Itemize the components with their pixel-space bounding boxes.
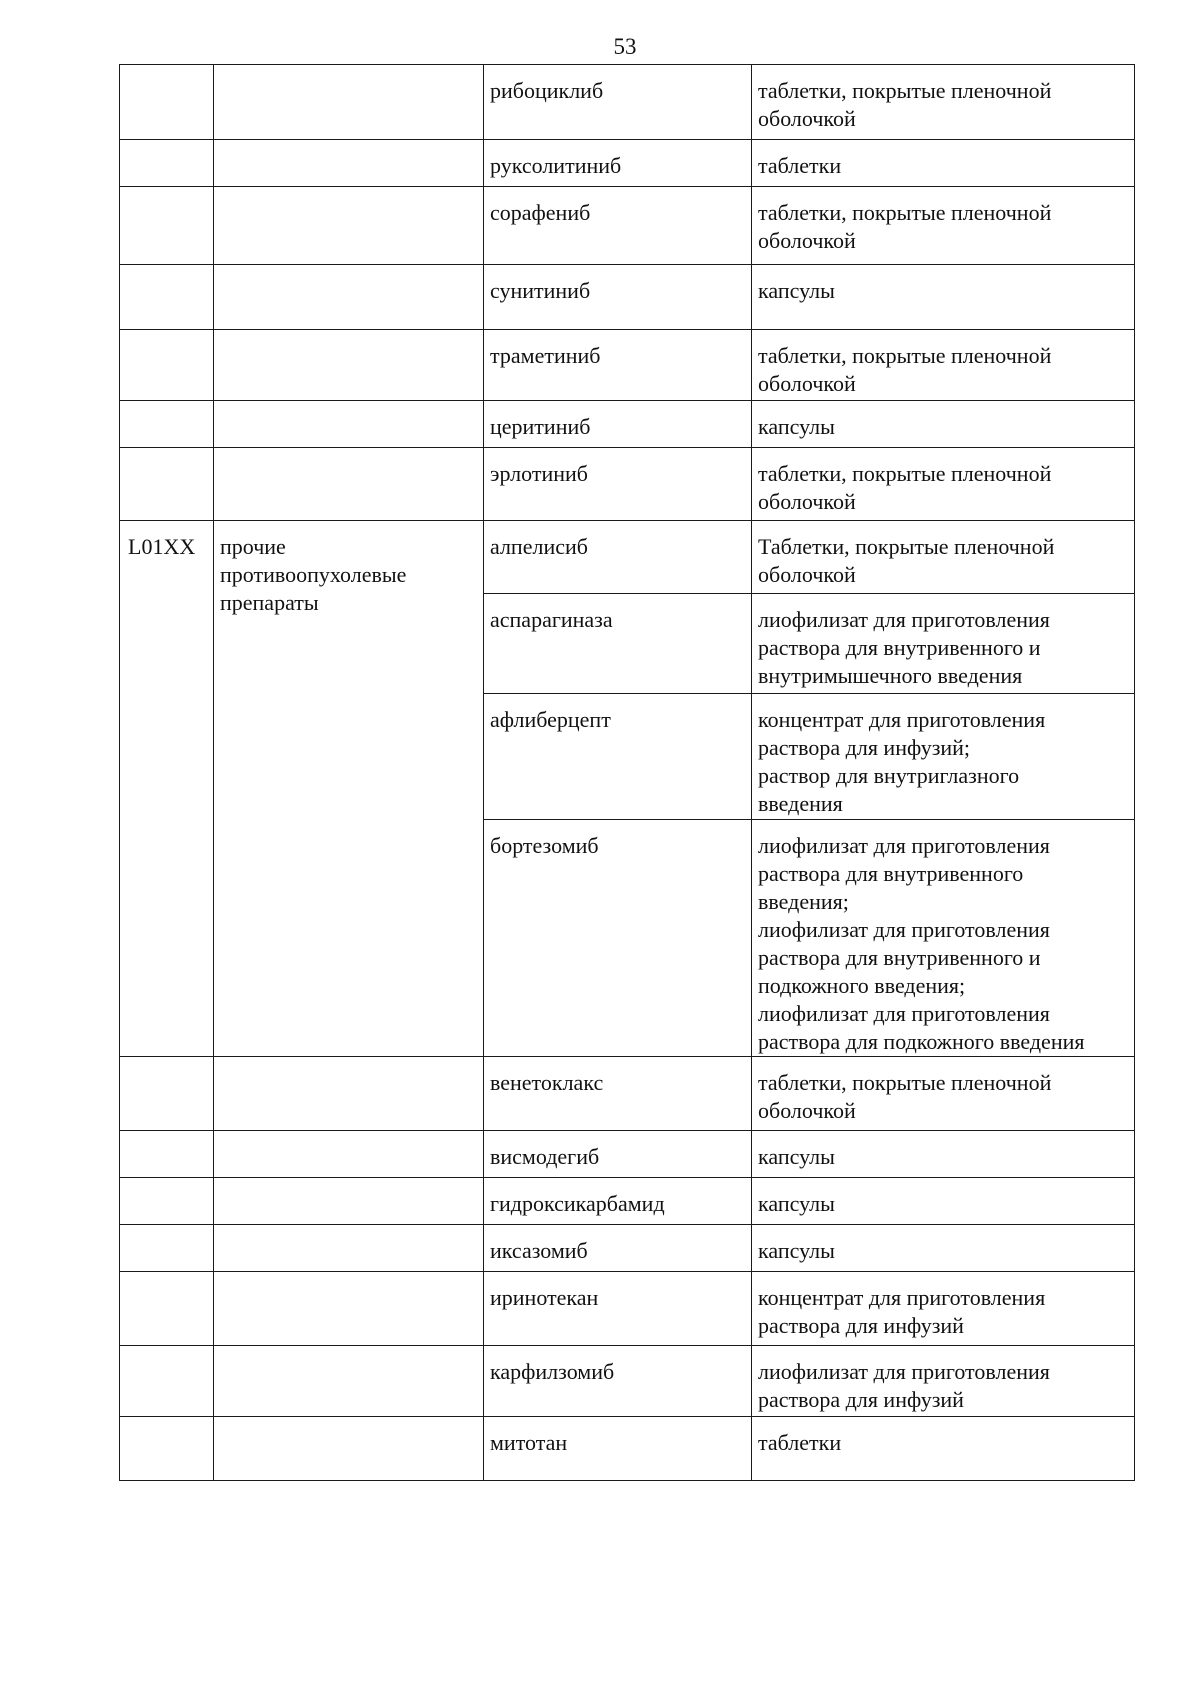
atc-code-cell: [120, 1346, 214, 1417]
drug-name: траметиниб: [490, 343, 601, 368]
drug-name-cell: [484, 187, 752, 265]
drug-name-cell: [484, 1178, 752, 1225]
atc-code-cell: [120, 140, 214, 187]
dosage-form-line: капсулы: [758, 278, 835, 303]
table-row: [120, 448, 1135, 521]
dosage-form-cell: [752, 820, 1135, 1057]
dosage-form-line: лиофилизат для приготовления: [758, 1359, 1050, 1384]
dosage-form-line: лиофилизат для приготовления: [758, 607, 1050, 632]
table-row: [120, 330, 1135, 401]
drug-name-cell: [484, 1131, 752, 1178]
dosage-form-line: оболочкой: [758, 371, 856, 396]
group-name-cell: [214, 401, 484, 448]
table-row: [120, 265, 1135, 330]
dosage-form-cell: [752, 1417, 1135, 1481]
drug-name: иксазомиб: [490, 1238, 588, 1263]
dosage-form-cell: [752, 1346, 1135, 1417]
drug-name: бортезомиб: [490, 833, 599, 858]
drug-name-cell: [484, 694, 752, 820]
group-name-cell: [214, 265, 484, 330]
table-row: [120, 1178, 1135, 1225]
dosage-form-cell: [752, 521, 1135, 594]
dosage-form-cell: [752, 594, 1135, 694]
group-name-cell: [214, 140, 484, 187]
dosage-form-cell: [752, 1057, 1135, 1131]
dosage-form-line: оболочкой: [758, 1098, 856, 1123]
drug-name: митотан: [490, 1430, 568, 1455]
atc-code-cell: [120, 448, 214, 521]
dosage-form-line: раствора для подкожного введения: [758, 1029, 1085, 1054]
table-row: [120, 1272, 1135, 1346]
drug-name-cell: [484, 448, 752, 521]
group-name-cell: [214, 1272, 484, 1346]
group-name-line: противоопухолевые: [220, 562, 407, 587]
drug-table: [119, 64, 1135, 1481]
table-row: [120, 1131, 1135, 1178]
drug-name-cell: [484, 521, 752, 594]
group-name-cell: [214, 1346, 484, 1417]
dosage-form-line: капсулы: [758, 414, 835, 439]
dosage-form-line: таблетки, покрытые пленочной: [758, 343, 1052, 368]
dosage-form-cell: [752, 694, 1135, 820]
dosage-form-line: внутримышечного введения: [758, 663, 1023, 688]
dosage-form-cell: [752, 1225, 1135, 1272]
drug-name-cell: [484, 65, 752, 140]
dosage-form-line: Таблетки, покрытые пленочной: [758, 534, 1055, 559]
group-name-cell: [214, 448, 484, 521]
table-row: [120, 1057, 1135, 1131]
dosage-form-line: таблетки, покрытые пленочной: [758, 1070, 1052, 1095]
dosage-form-line: оболочкой: [758, 562, 856, 587]
drug-name: сунитиниб: [490, 278, 591, 303]
drug-name-cell: [484, 401, 752, 448]
drug-name: висмодегиб: [490, 1144, 600, 1169]
drug-name-cell: [484, 330, 752, 401]
dosage-form-line: капсулы: [758, 1191, 835, 1216]
dosage-form-line: таблетки, покрытые пленочной: [758, 461, 1052, 486]
table-row: [120, 140, 1135, 187]
atc-code-cell: [120, 187, 214, 265]
drug-name: венетоклакс: [490, 1070, 604, 1095]
group-name-line: препараты: [220, 590, 319, 615]
dosage-form-line: таблетки, покрытые пленочной: [758, 78, 1052, 103]
dosage-form-line: лиофилизат для приготовления: [758, 833, 1050, 858]
drug-name-cell: [484, 1272, 752, 1346]
group-name-cell: [214, 1057, 484, 1131]
dosage-form-line: введения: [758, 791, 843, 816]
table-row: [120, 65, 1135, 140]
dosage-form-line: раствора для инфузий: [758, 1313, 964, 1338]
atc-code-cell: [120, 1225, 214, 1272]
group-name-cell: [214, 1131, 484, 1178]
group-name-cell: [214, 521, 484, 1057]
drug-name-cell: [484, 1057, 752, 1131]
dosage-form-line: оболочкой: [758, 489, 856, 514]
dosage-form-line: раствора для инфузий: [758, 1387, 964, 1412]
drug-name: сорафениб: [490, 200, 591, 225]
drug-name-cell: [484, 1225, 752, 1272]
drug-name-cell: [484, 140, 752, 187]
table-row: [120, 187, 1135, 265]
group-name-cell: [214, 1225, 484, 1272]
atc-code-cell: [120, 65, 214, 140]
drug-name-cell: [484, 1417, 752, 1481]
atc-code-cell: [120, 521, 214, 1057]
group-name-cell: [214, 330, 484, 401]
dosage-form-line: концентрат для приготовления: [758, 1285, 1046, 1310]
group-name-cell: [214, 187, 484, 265]
drug-name: аспарагиназа: [490, 607, 613, 632]
dosage-form-line: таблетки: [758, 1430, 842, 1455]
dosage-form-line: лиофилизат для приготовления: [758, 1001, 1050, 1026]
dosage-form-line: лиофилизат для приготовления: [758, 917, 1050, 942]
drug-name-cell: [484, 1346, 752, 1417]
table-row: [120, 1225, 1135, 1272]
table-row: [120, 1417, 1135, 1481]
atc-code-cell: [120, 1272, 214, 1346]
dosage-form-line: капсулы: [758, 1144, 835, 1169]
dosage-form-cell: [752, 1131, 1135, 1178]
dosage-form-cell: [752, 65, 1135, 140]
dosage-form-line: введения;: [758, 889, 849, 914]
dosage-form-line: таблетки: [758, 153, 842, 178]
table-row: [120, 521, 1135, 594]
drug-name: афлиберцепт: [490, 707, 611, 732]
table-row: [120, 401, 1135, 448]
dosage-form-line: концентрат для приготовления: [758, 707, 1046, 732]
dosage-form-line: раствора для внутривенного и: [758, 635, 1041, 660]
dosage-form-line: оболочкой: [758, 106, 856, 131]
dosage-form-cell: [752, 330, 1135, 401]
drug-name: руксолитиниб: [490, 153, 622, 178]
group-name-cell: [214, 1417, 484, 1481]
drug-name-cell: [484, 594, 752, 694]
atc-code-cell: [120, 1131, 214, 1178]
drug-table-body: [120, 65, 1135, 1481]
dosage-form-cell: [752, 140, 1135, 187]
group-name-cell: [214, 1178, 484, 1225]
dosage-form-cell: [752, 1272, 1135, 1346]
dosage-form-line: раствор для внутриглазного: [758, 763, 1020, 788]
drug-name: иринотекан: [490, 1285, 599, 1310]
atc-code-cell: [120, 265, 214, 330]
dosage-form-cell: [752, 401, 1135, 448]
dosage-form-line: раствора для внутривенного и: [758, 945, 1041, 970]
table-row: [120, 1346, 1135, 1417]
dosage-form-cell: [752, 265, 1135, 330]
dosage-form-line: подкожного введения;: [758, 973, 966, 998]
drug-name: эрлотиниб: [490, 461, 588, 486]
dosage-form-line: раствора для инфузий;: [758, 735, 971, 760]
dosage-form-cell: [752, 187, 1135, 265]
drug-name: алпелисиб: [490, 534, 588, 559]
atc-code-cell: [120, 401, 214, 448]
group-name-cell: [214, 65, 484, 140]
drug-name: гидроксикарбамид: [490, 1191, 665, 1216]
dosage-form-line: таблетки, покрытые пленочной: [758, 200, 1052, 225]
dosage-form-line: раствора для внутривенного: [758, 861, 1024, 886]
drug-name: карфилзомиб: [490, 1359, 615, 1384]
drug-name: церитиниб: [490, 414, 591, 439]
atc-code-cell: [120, 330, 214, 401]
page-number: 53: [613, 34, 637, 59]
atc-code-cell: [120, 1178, 214, 1225]
group-name-line: прочие: [220, 534, 286, 559]
drug-name: рибоциклиб: [490, 78, 604, 103]
dosage-form-cell: [752, 448, 1135, 521]
drug-name-cell: [484, 820, 752, 1057]
atc-code: L01XX: [128, 534, 196, 559]
drug-name-cell: [484, 265, 752, 330]
dosage-form-line: капсулы: [758, 1238, 835, 1263]
atc-code-cell: [120, 1057, 214, 1131]
dosage-form-cell: [752, 1178, 1135, 1225]
atc-code-cell: [120, 1417, 214, 1481]
dosage-form-line: оболочкой: [758, 228, 856, 253]
